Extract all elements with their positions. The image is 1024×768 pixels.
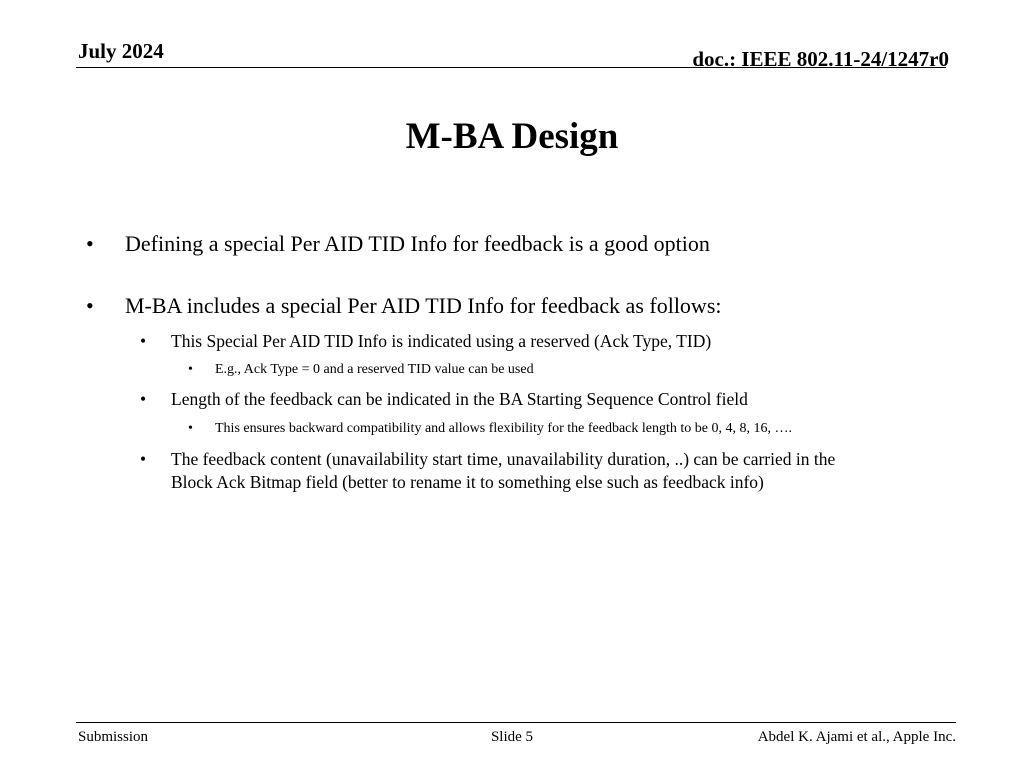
bullet-text: M-BA includes a special Per AID TID Info for feedback as follows: (125, 293, 722, 318)
slide-title: M-BA Design (405, 116, 619, 157)
bullet-level3 (188, 420, 948, 438)
bullet-text: This Special Per AID TID Info is indicated using a reserved (Ack Type, TID) (171, 331, 712, 351)
bullet-dot-icon: • (140, 449, 147, 469)
bullet-text: E.g., Ack Type = 0 and a reserved TID value can be used (215, 362, 534, 377)
bullet-dot-icon: • (140, 331, 147, 351)
bullet-level2 (140, 388, 950, 411)
bullet-level2 (140, 448, 950, 494)
bullet-dot-icon: • (86, 231, 94, 256)
bullet-level1 (86, 230, 946, 258)
bullet-text-line2: Block Ack Bitmap field (better to rename it to something else such as feedback info) (171, 472, 764, 492)
bullet-text: This ensures backward compatibility and allows flexibility for the feedback length to be 0, 4, 8, 16, …. (215, 421, 792, 436)
header-doc-id: doc.: IEEE 802.11-24/1247r0 (692, 47, 949, 71)
bullet-text: Length of the feedback can be indicated in the BA Starting Sequence Control field (171, 389, 748, 409)
bullet-level2 (140, 330, 950, 353)
bullet-dot-icon: • (188, 421, 193, 436)
footer-submission: Submission (78, 729, 149, 745)
header-date: July 2024 (78, 39, 164, 63)
bullet-dot-icon: • (188, 362, 193, 377)
bullet-dot-icon: • (140, 389, 147, 409)
footer-divider (76, 722, 956, 723)
bullet-dot-icon: • (86, 293, 94, 318)
bullet-level1 (86, 292, 946, 320)
bullet-text-line1: The feedback content (unavailability start time, unavailability duration, ..) can be carried in the (171, 449, 836, 469)
footer-slide-number: Slide 5 (490, 729, 534, 745)
bullet-level3 (188, 361, 948, 379)
bullet-text: Defining a special Per AID TID Info for feedback is a good option (125, 231, 710, 256)
footer-authors: Abdel K. Ajami et al., Apple Inc. (757, 729, 956, 745)
